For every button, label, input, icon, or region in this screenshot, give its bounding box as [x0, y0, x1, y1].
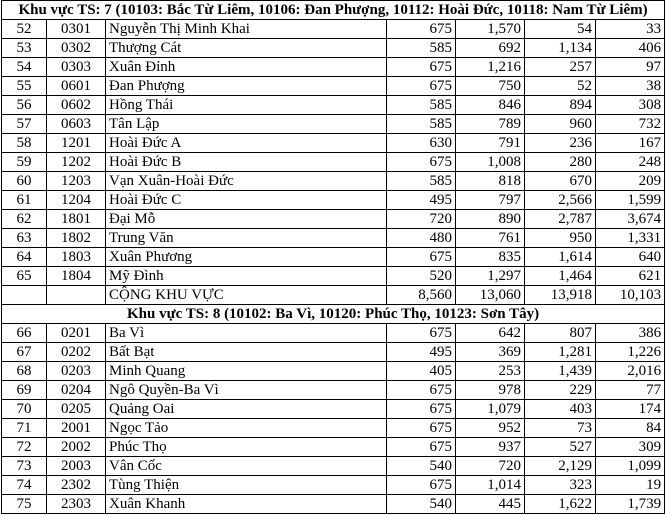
value-3: 807: [525, 324, 596, 343]
school-name: Tân Lập: [106, 115, 387, 134]
value-2: 761: [456, 229, 525, 248]
row-index: 60: [2, 172, 47, 191]
quota-value: 675: [387, 153, 456, 172]
school-code: 0602: [47, 96, 106, 115]
quota-value: 675: [387, 58, 456, 77]
value-4: 3,674: [596, 210, 665, 229]
row-index: 69: [2, 381, 47, 400]
school-name: Vạn Xuân-Hoài Đức: [106, 172, 387, 191]
row-index: 52: [2, 20, 47, 39]
table-row: [2, 229, 665, 248]
value-2: 369: [456, 343, 525, 362]
row-index: 64: [2, 248, 47, 267]
table-body: [2, 1, 665, 514]
table-row: [2, 419, 665, 438]
value-2: 937: [456, 438, 525, 457]
value-2: 750: [456, 77, 525, 96]
school-code: 1803: [47, 248, 106, 267]
value-2: 1,570: [456, 20, 525, 39]
table-row: [2, 58, 665, 77]
value-3: 1,614: [525, 248, 596, 267]
quota-value: 675: [387, 324, 456, 343]
school-code: 2001: [47, 419, 106, 438]
empty-cell: [2, 286, 47, 305]
table-row: [2, 495, 665, 514]
table-row: [2, 115, 665, 134]
row-index: 75: [2, 495, 47, 514]
value-3: 54: [525, 20, 596, 39]
school-name: Xuân Khanh: [106, 495, 387, 514]
value-3: 2,566: [525, 191, 596, 210]
table-row: [2, 438, 665, 457]
table-row: [2, 96, 665, 115]
table-row: [2, 400, 665, 419]
table-row: [2, 267, 665, 286]
quota-value: 540: [387, 457, 456, 476]
value-2: 642: [456, 324, 525, 343]
value-3: 670: [525, 172, 596, 191]
value-4: 167: [596, 134, 665, 153]
school-name: Hoài Đức A: [106, 134, 387, 153]
school-code: 1204: [47, 191, 106, 210]
table-row: [2, 381, 665, 400]
table-row: [2, 191, 665, 210]
row-index: 55: [2, 77, 47, 96]
school-name: Tùng Thiện: [106, 476, 387, 495]
school-code: 1203: [47, 172, 106, 191]
value-2: 692: [456, 39, 525, 58]
value-3: 1,439: [525, 362, 596, 381]
quota-value: 675: [387, 77, 456, 96]
value-2: 818: [456, 172, 525, 191]
value-4: 640: [596, 248, 665, 267]
value-4: 1,226: [596, 343, 665, 362]
value-3: 2,787: [525, 210, 596, 229]
table-row: [2, 210, 665, 229]
school-code: 2003: [47, 457, 106, 476]
school-name: Hồng Thái: [106, 96, 387, 115]
value-2: 789: [456, 115, 525, 134]
quota-value: 675: [387, 476, 456, 495]
quota-value: 675: [387, 419, 456, 438]
table-row: [2, 457, 665, 476]
quota-value: 675: [387, 381, 456, 400]
row-index: 68: [2, 362, 47, 381]
value-4: 406: [596, 39, 665, 58]
section-header: Khu vực TS: 7 (10103: Bắc Từ Liêm, 10106: Đan Phượng, 10112: Hoài Đức, 10118: Nam Từ Liêm): [2, 1, 665, 20]
row-index: 57: [2, 115, 47, 134]
value-2: 791: [456, 134, 525, 153]
row-index: 67: [2, 343, 47, 362]
school-name: Ba Vì: [106, 324, 387, 343]
quota-value: 585: [387, 172, 456, 191]
value-4: 621: [596, 267, 665, 286]
section-header-row: [2, 305, 665, 324]
value-4: 386: [596, 324, 665, 343]
value-4: 248: [596, 153, 665, 172]
value-3: 1,464: [525, 267, 596, 286]
school-code: 0302: [47, 39, 106, 58]
value-2: 890: [456, 210, 525, 229]
school-code: 1201: [47, 134, 106, 153]
value-2: 720: [456, 457, 525, 476]
school-name: Hoài Đức B: [106, 153, 387, 172]
value-3: 403: [525, 400, 596, 419]
value-2: 1,297: [456, 267, 525, 286]
quota-value: 675: [387, 20, 456, 39]
quota-value: 480: [387, 229, 456, 248]
school-name: Mỹ Đình: [106, 267, 387, 286]
value-4: 309: [596, 438, 665, 457]
school-name: Xuân Phương: [106, 248, 387, 267]
empty-cell: [47, 286, 106, 305]
school-code: 1801: [47, 210, 106, 229]
row-index: 71: [2, 419, 47, 438]
school-code: 0203: [47, 362, 106, 381]
value-3: 257: [525, 58, 596, 77]
value-2: 253: [456, 362, 525, 381]
school-name: Ngô Quyền-Ba Vì: [106, 381, 387, 400]
school-name: Xuân Đỉnh: [106, 58, 387, 77]
value-3: 52: [525, 77, 596, 96]
quota-value: 585: [387, 96, 456, 115]
school-name: Đan Phượng: [106, 77, 387, 96]
school-code: 1802: [47, 229, 106, 248]
value-3: 950: [525, 229, 596, 248]
school-name: Phúc Thọ: [106, 438, 387, 457]
value-3: 229: [525, 381, 596, 400]
value-2: 846: [456, 96, 525, 115]
value-3: 894: [525, 96, 596, 115]
table-row: [2, 20, 665, 39]
section-header-row: [2, 1, 665, 20]
row-index: 54: [2, 58, 47, 77]
school-code: 1202: [47, 153, 106, 172]
value-2: 1,008: [456, 153, 525, 172]
value-4: 38: [596, 77, 665, 96]
value-4: 732: [596, 115, 665, 134]
row-index: 72: [2, 438, 47, 457]
table-row: [2, 153, 665, 172]
school-code: 0202: [47, 343, 106, 362]
value-3: 280: [525, 153, 596, 172]
school-name: Trung Văn: [106, 229, 387, 248]
school-code: 1804: [47, 267, 106, 286]
quota-value: 720: [387, 210, 456, 229]
row-index: 58: [2, 134, 47, 153]
value-4: 1,331: [596, 229, 665, 248]
school-code: 2303: [47, 495, 106, 514]
school-name: Bất Bạt: [106, 343, 387, 362]
table-row: [2, 343, 665, 362]
row-index: 61: [2, 191, 47, 210]
value-3: 527: [525, 438, 596, 457]
school-name: Thượng Cát: [106, 39, 387, 58]
total-label: CỘNG KHU VỰC: [106, 286, 387, 305]
table-row: [2, 248, 665, 267]
school-code: 0601: [47, 77, 106, 96]
row-index: 66: [2, 324, 47, 343]
value-4: 1,099: [596, 457, 665, 476]
quota-value: 585: [387, 39, 456, 58]
row-index: 73: [2, 457, 47, 476]
school-name: Nguyễn Thị Minh Khai: [106, 20, 387, 39]
quota-value: 520: [387, 267, 456, 286]
school-code: 0603: [47, 115, 106, 134]
value-4: 209: [596, 172, 665, 191]
value-3: 1,281: [525, 343, 596, 362]
value-4: 1,739: [596, 495, 665, 514]
school-code: 0205: [47, 400, 106, 419]
quota-value: 585: [387, 115, 456, 134]
value-4: 174: [596, 400, 665, 419]
school-name: Ngọc Tảo: [106, 419, 387, 438]
table-row: [2, 39, 665, 58]
table-row: [2, 172, 665, 191]
quota-value: 495: [387, 343, 456, 362]
table-row: [2, 324, 665, 343]
value-2: 797: [456, 191, 525, 210]
quota-value: 630: [387, 134, 456, 153]
value-3: 236: [525, 134, 596, 153]
value-3: 960: [525, 115, 596, 134]
school-code: 0303: [47, 58, 106, 77]
school-code: 2002: [47, 438, 106, 457]
value-3: 73: [525, 419, 596, 438]
value-4: 19: [596, 476, 665, 495]
row-index: 74: [2, 476, 47, 495]
value-3: 2,129: [525, 457, 596, 476]
value-4: 97: [596, 58, 665, 77]
quota-value: 675: [387, 438, 456, 457]
value-2: 1,014: [456, 476, 525, 495]
school-name: Vân Cốc: [106, 457, 387, 476]
row-index: 56: [2, 96, 47, 115]
value-2: 445: [456, 495, 525, 514]
section-header: Khu vực TS: 8 (10102: Ba Vì, 10120: Phúc Thọ, 10123: Sơn Tây): [2, 305, 665, 324]
school-name: Đại Mỗ: [106, 210, 387, 229]
value-4: 33: [596, 20, 665, 39]
quota-value: 675: [387, 400, 456, 419]
total-value-2: 13,060: [456, 286, 525, 305]
total-value-4: 10,103: [596, 286, 665, 305]
table-row: [2, 77, 665, 96]
school-name: Quảng Oai: [106, 400, 387, 419]
school-name: Minh Quang: [106, 362, 387, 381]
quota-value: 495: [387, 191, 456, 210]
row-index: 59: [2, 153, 47, 172]
quota-value: 405: [387, 362, 456, 381]
value-3: 1,622: [525, 495, 596, 514]
enrollment-table: [1, 0, 665, 514]
total-value-1: 8,560: [387, 286, 456, 305]
row-index: 70: [2, 400, 47, 419]
value-4: 2,016: [596, 362, 665, 381]
value-4: 77: [596, 381, 665, 400]
school-code: 0301: [47, 20, 106, 39]
table-row: [2, 362, 665, 381]
total-value-3: 13,918: [525, 286, 596, 305]
value-4: 308: [596, 96, 665, 115]
school-code: 2302: [47, 476, 106, 495]
school-code: 0204: [47, 381, 106, 400]
value-2: 952: [456, 419, 525, 438]
value-4: 1,599: [596, 191, 665, 210]
value-3: 1,134: [525, 39, 596, 58]
row-index: 62: [2, 210, 47, 229]
row-index: 65: [2, 267, 47, 286]
school-name: Hoài Đức C: [106, 191, 387, 210]
total-row: [2, 286, 665, 305]
value-3: 323: [525, 476, 596, 495]
quota-value: 540: [387, 495, 456, 514]
quota-value: 675: [387, 248, 456, 267]
school-code: 0201: [47, 324, 106, 343]
value-2: 1,216: [456, 58, 525, 77]
value-4: 84: [596, 419, 665, 438]
value-2: 1,079: [456, 400, 525, 419]
table-row: [2, 476, 665, 495]
value-2: 835: [456, 248, 525, 267]
row-index: 63: [2, 229, 47, 248]
value-2: 978: [456, 381, 525, 400]
row-index: 53: [2, 39, 47, 58]
table-row: [2, 134, 665, 153]
